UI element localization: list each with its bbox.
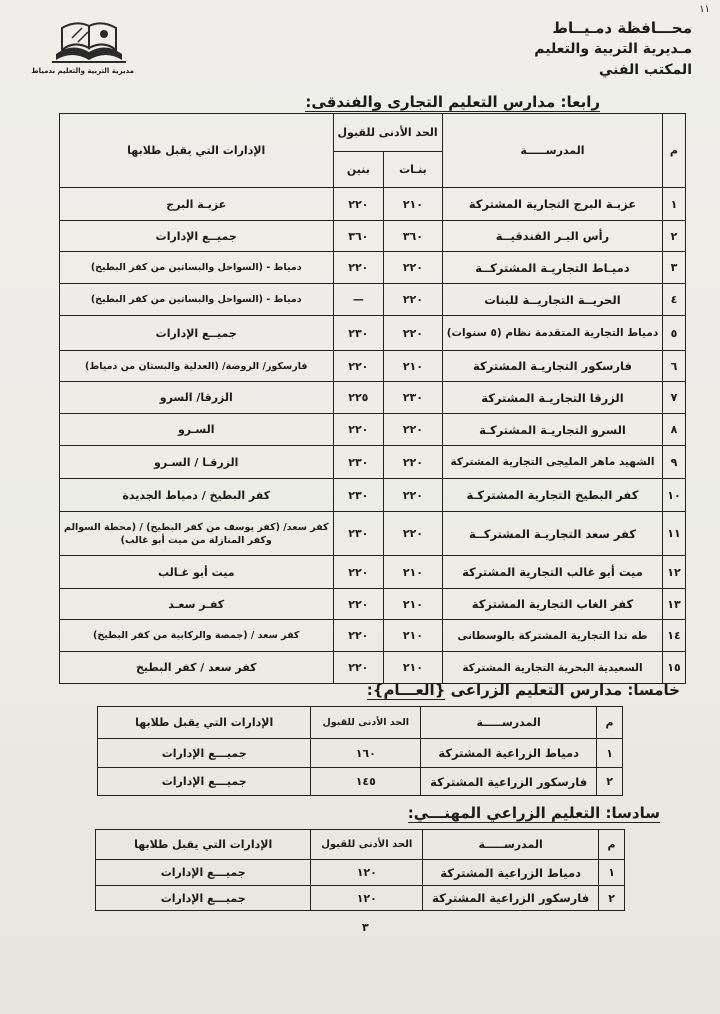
col-header-min-score: الحد الأدنى للقبول	[333, 114, 442, 152]
section6-title: سادسا: التعليم الزراعي المهنـــي:	[407, 804, 660, 822]
school-name: السعيدية البحرية التجارية المشتركة	[442, 652, 663, 684]
table-row	[60, 382, 686, 414]
corner-mark: ١١	[699, 4, 710, 15]
school-name: رأس البـر الفندقيــة	[442, 221, 663, 252]
row-index: ١٠	[663, 479, 685, 512]
table-row	[98, 768, 623, 796]
logo-caption: مديرية التربية والتعليم بدمياط	[31, 67, 134, 75]
table-row	[60, 620, 686, 652]
row-index: ١	[663, 188, 685, 221]
school-name: كفر سعد التجاريـة المشتركــة	[442, 512, 663, 556]
col-header-administrations: الإدارات التي يقبل طلابها	[98, 707, 311, 739]
table-row	[60, 252, 686, 284]
school-name: دمياط الزراعية المشتركة	[421, 739, 597, 768]
table-row	[60, 284, 686, 316]
school-name: ميت أبو غالب التجارية المشتركة	[442, 556, 663, 589]
min-score-girls: ٢١٠	[384, 652, 443, 684]
min-score-boys: ٢٢٠	[333, 620, 384, 652]
row-index: ٤	[663, 284, 685, 316]
min-score-boys: ٢٣٠	[333, 512, 384, 556]
col-header-school: المدرســـــة	[423, 830, 599, 860]
governorate-name: محـــافظة دمـيــاط	[552, 19, 692, 37]
table-row	[60, 652, 686, 684]
administrations: دمياط - (السواحل والبساتين من كفر البطيخ)	[60, 284, 334, 316]
min-score-boys: ٢٣٠	[333, 479, 384, 512]
min-score-girls: ٢١٠	[384, 351, 443, 382]
min-score-girls: ٢٢٠	[384, 284, 443, 316]
administrations: جميـــع الإدارات	[96, 886, 311, 911]
administrations: كفـر سعـد	[60, 589, 334, 620]
row-index: ٢	[597, 768, 623, 796]
school-name: عزبـة البرج التجارية المشتركة	[442, 188, 663, 221]
school-name: فارسكور الزراعية المشتركة	[423, 886, 599, 911]
min-score: ١٢٠	[311, 860, 423, 886]
col-header-min-score: الحد الأدنى للقبول	[311, 707, 421, 739]
administrations: عزبـة البرج	[60, 188, 334, 221]
table-row	[96, 860, 625, 886]
min-score-boys: ٢٢٠	[333, 589, 384, 620]
min-score: ١٢٠	[311, 886, 423, 911]
min-score-boys: ٢٢٠	[333, 351, 384, 382]
min-score-girls: ٢٣٠	[384, 382, 443, 414]
min-score-boys: ٢٢٠	[333, 252, 384, 284]
min-score-girls: ٢١٠	[384, 188, 443, 221]
section4-title: رابعا: مدارس التعليم التجارى والفندقى:	[305, 93, 600, 111]
book-logo-icon	[48, 14, 130, 66]
school-name: طه ندا التجارية المشتركة بالوسطانى	[442, 620, 663, 652]
school-name: الحريــة التجاريــة للبنات	[442, 284, 663, 316]
administrations: جميـــع الإدارات	[98, 739, 311, 768]
min-score-girls: ٣٦٠	[384, 221, 443, 252]
table-row	[98, 739, 623, 768]
min-score-boys: ٢٢٠	[333, 652, 384, 684]
school-name: دمياط الزراعية المشتركة	[423, 860, 599, 886]
row-index: ١١	[663, 512, 685, 556]
row-index: ٥	[663, 316, 685, 351]
table-row	[60, 188, 686, 221]
col-header-administrations: الإدارات التي يقبل طلابها	[60, 114, 334, 188]
administrations	[60, 512, 334, 556]
administrations: جميــع الإدارات	[60, 316, 334, 351]
directorate-logo	[31, 14, 134, 75]
row-index: ٨	[663, 414, 685, 446]
col-header-girls: بنـات	[384, 152, 443, 188]
row-index: ١٢	[663, 556, 685, 589]
administrations: دمياط - (السواحل والبساتين من كفر البطيخ)	[60, 252, 334, 284]
administrations: كفر سعد / كفر البطيخ	[60, 652, 334, 684]
col-header-index: م	[599, 830, 625, 860]
administrations-line2: وكفر المنازلة من ميت أبو غالب)	[120, 534, 272, 546]
issuer-block	[534, 18, 692, 81]
administrations: كفر البطيخ / دمياط الجديدة	[60, 479, 334, 512]
col-header-index: م	[663, 114, 685, 188]
min-score-boys: ٢٣٠	[333, 316, 384, 351]
min-score-boys: ٢٢٠	[333, 556, 384, 589]
school-name: السرو التجاريـة المشتركـة	[442, 414, 663, 446]
min-score-girls: ٢٢٠	[384, 479, 443, 512]
row-index: ٢	[663, 221, 685, 252]
administrations: الزرقـا / السـرو	[60, 446, 334, 479]
school-name: الزرقا التجاريـة المشتركة	[442, 382, 663, 414]
school-name: كفر الغاب التجارية المشتركة	[442, 589, 663, 620]
table-row	[60, 414, 686, 446]
min-score-girls: ٢١٠	[384, 589, 443, 620]
min-score-boys: ٢٣٠	[333, 446, 384, 479]
col-header-index: م	[597, 707, 623, 739]
administrations: كفر سعد / (جمصة والركابية من كفر البطيخ)	[60, 620, 334, 652]
min-score: ١٤٥	[311, 768, 421, 796]
min-score-boys: ٣٦٠	[333, 221, 384, 252]
school-name: فارسكور الزراعية المشتركة	[421, 768, 597, 796]
min-score-girls: ٢١٠	[384, 556, 443, 589]
administrations: جميـــع الإدارات	[96, 860, 311, 886]
table-row	[60, 446, 686, 479]
school-name: فارسكور التجاريـة المشتركة	[442, 351, 663, 382]
table-row	[60, 479, 686, 512]
table-row	[60, 316, 686, 351]
min-score-boys: ٢٢٠	[333, 188, 384, 221]
administrations: السـرو	[60, 414, 334, 446]
administrations: جميــع الإدارات	[60, 221, 334, 252]
row-index: ٣	[663, 252, 685, 284]
min-score-boys: ٢٢٠	[333, 414, 384, 446]
col-header-school: المدرســـــة	[442, 114, 663, 188]
office-name: المكتب الفني	[598, 62, 692, 78]
directorate-name: مـديرية التربية والتعليم	[534, 41, 692, 57]
min-score-girls: ٢٢٠	[384, 446, 443, 479]
min-score-boys: —	[333, 284, 384, 316]
row-index: ٦	[663, 351, 685, 382]
row-index: ١٥	[663, 652, 685, 684]
min-score-girls: ٢٢٠	[384, 316, 443, 351]
min-score-boys: ٢٢٥	[333, 382, 384, 414]
commercial-schools-table	[59, 113, 686, 684]
agricultural-schools-table	[97, 706, 623, 796]
administrations-line1: كفر سعد/ (كفر يوسف من كفر البطيخ) / (محطة السوالم	[64, 521, 329, 533]
administrations: ميت أبو غـالب	[60, 556, 334, 589]
school-name: دمياط التجارية المتقدمة نظام (٥ سنوات)	[442, 316, 663, 351]
table-row	[60, 351, 686, 382]
school-name: كفر البطيخ التجارية المشتركـة	[442, 479, 663, 512]
row-index: ١٤	[663, 620, 685, 652]
min-score-girls: ٢١٠	[384, 620, 443, 652]
min-score-girls: ٢٢٠	[384, 252, 443, 284]
table-row	[60, 221, 686, 252]
row-index: ٢	[599, 886, 625, 911]
col-header-min-score: الحد الأدنى للقبول	[311, 830, 423, 860]
administrations: فارسكور/ الروضة/ (العدلية والبستان من دمياط)	[60, 351, 334, 382]
administrations: جميـــع الإدارات	[98, 768, 311, 796]
administrations: الزرقا/ السرو	[60, 382, 334, 414]
section5-title: خامسا: مدارس التعليم الزراعى {العـــام}:	[366, 681, 680, 699]
table-row	[96, 886, 625, 911]
row-index: ١	[599, 860, 625, 886]
table-row	[60, 589, 686, 620]
row-index: ٧	[663, 382, 685, 414]
col-header-school: المدرســـــة	[421, 707, 597, 739]
row-index: ١	[597, 739, 623, 768]
min-score: ١٦٠	[311, 739, 421, 768]
school-name: الشهيد ماهر المليجى التجارية المشتركة	[442, 446, 663, 479]
table-row	[60, 556, 686, 589]
school-name: دميـاط التجاريـة المشتركــة	[442, 252, 663, 284]
table-row	[60, 512, 686, 556]
min-score-girls: ٢٢٠	[384, 414, 443, 446]
min-score-girls: ٢٢٠	[384, 512, 443, 556]
vocational-agricultural-table	[95, 829, 625, 911]
col-header-administrations: الإدارات التي يقبل طلابها	[96, 830, 311, 860]
col-header-boys: بنين	[333, 152, 384, 188]
row-index: ١٣	[663, 589, 685, 620]
page-number: ٣	[362, 921, 369, 934]
row-index: ٩	[663, 446, 685, 479]
